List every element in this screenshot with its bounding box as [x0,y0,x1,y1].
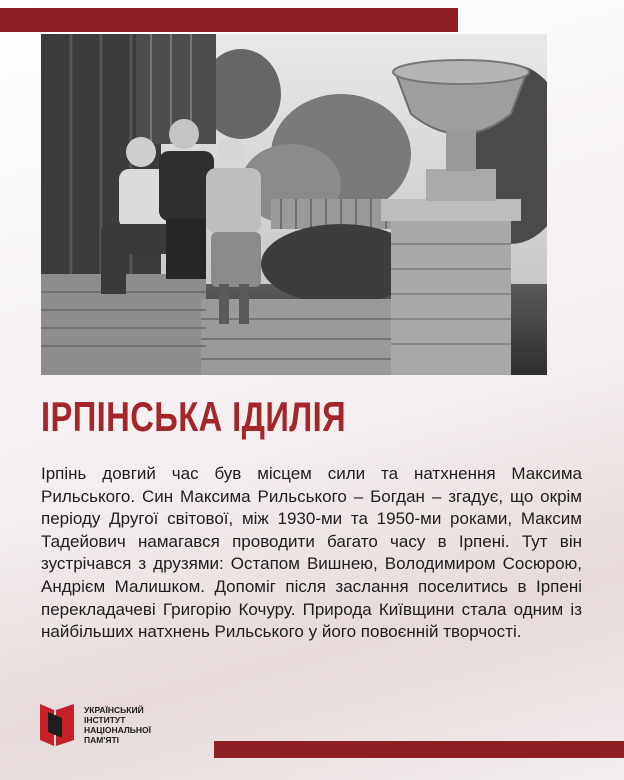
institute-name-line: НАЦІОНАЛЬНОЇ [84,725,152,735]
institute-name [84,705,194,745]
historical-photo [41,34,547,375]
institute-name-line: ПАМ'ЯТІ [84,735,120,745]
body-text: Ірпінь довгий час був місцем сили та натхнення Максима Рильського. Син Максима Рильського – Богдан – згадує, що окрім періоду Другої світової, між 1930-ми та 1950-ми роками, Максим Тадейович намагався проводити багато часу в Ірпені. Тут він зустрічався з друзями: Остапом Вишнею, Володимиром Сосюрою, Андрієм Малишком. Допоміг після заслання поселитись в Ірпені перекладачеві Григорію Кочуру. Природа Київщини стала одним із найбільших натхнень Рильського у його повоєнній творчості. [41,464,582,642]
uinp-logo-icon [40,700,74,746]
historical-photo-three-people-icon [41,34,547,375]
institute-name-line: ІНСТИТУТ [84,715,126,725]
top-accent-bar [0,8,458,32]
bottom-accent-bar [214,741,624,758]
institute-name-line: УКРАЇНСЬКИЙ [84,705,144,715]
page-title: ІРПІНСЬКА ІДИЛІЯ [41,393,347,440]
